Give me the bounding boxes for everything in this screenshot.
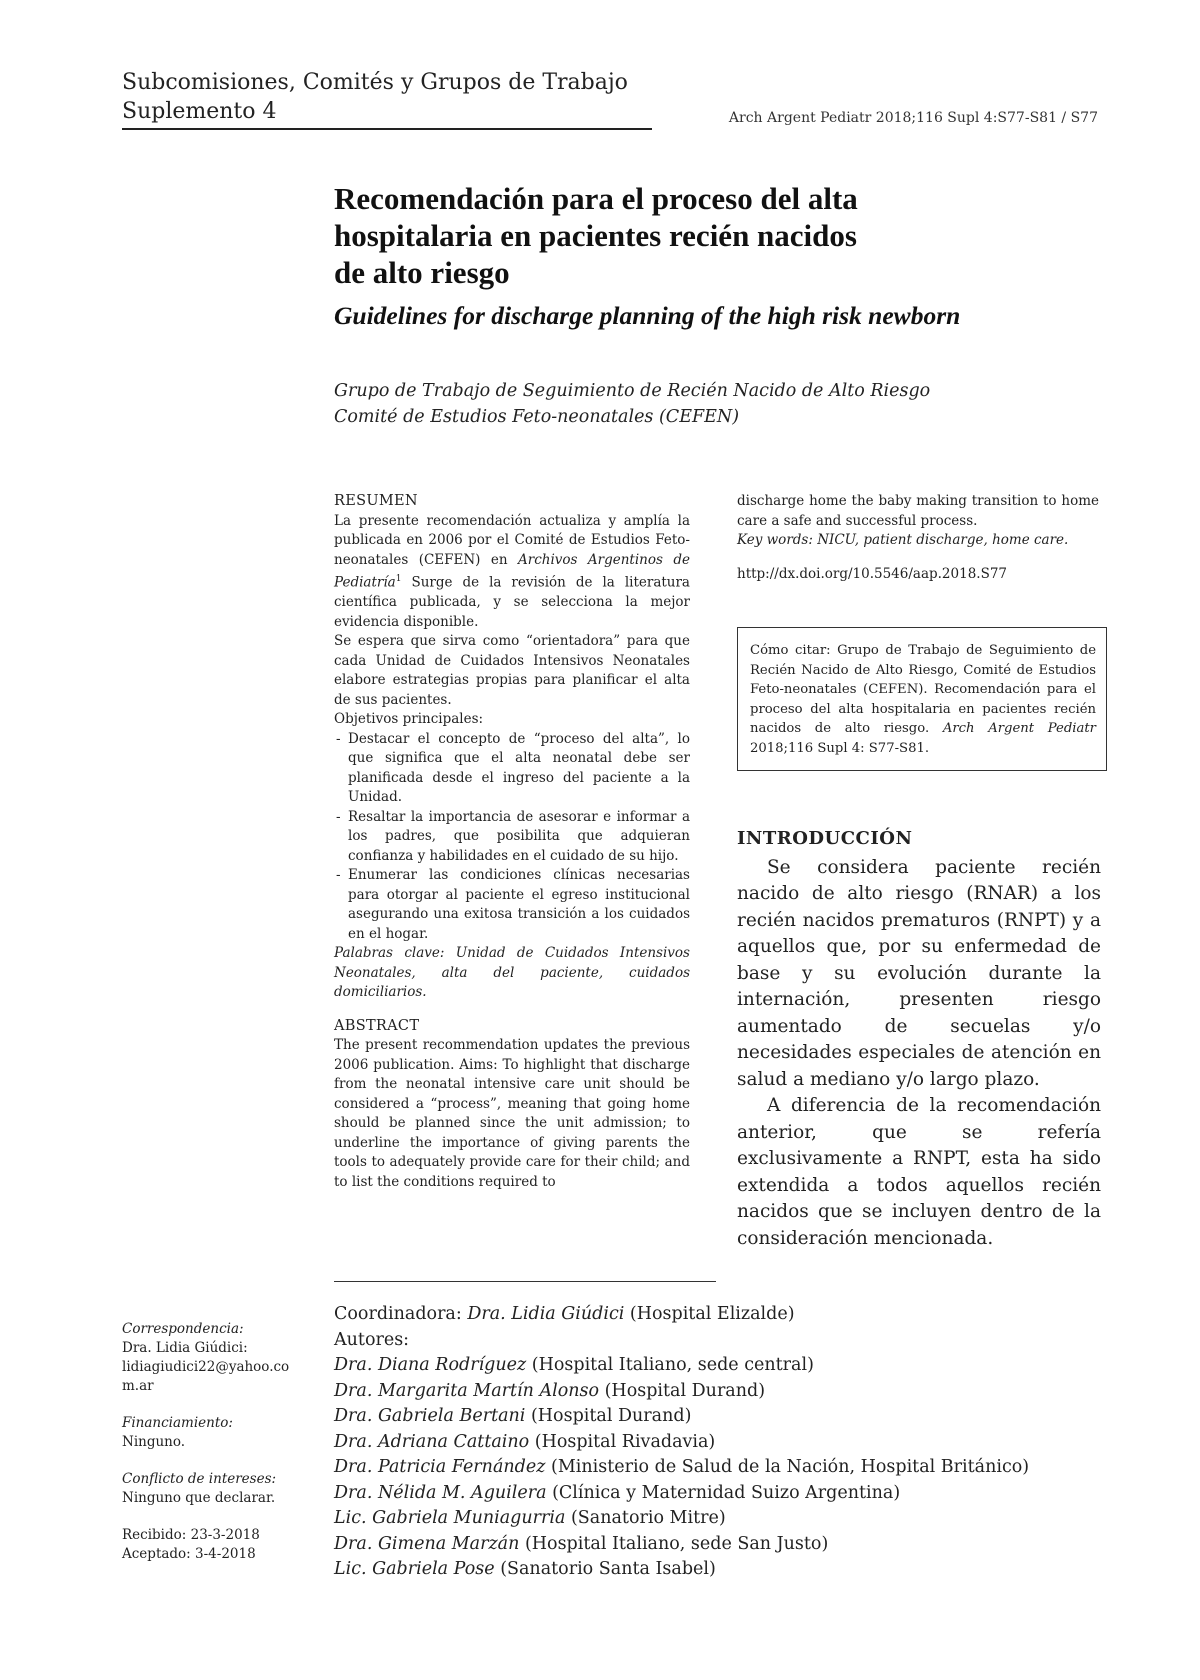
- resumen-heading: RESUMEN: [334, 493, 418, 509]
- right-column-top: [737, 492, 1099, 584]
- resumen-text: La presente recomendación actualiza y amplía la publicada en 2006 por el Comité de Estudios Feto-neonatales (CEFEN) en: [334, 512, 690, 568]
- spacer: [737, 551, 1099, 565]
- received-date: Recibido: 23-3-2018: [122, 1527, 260, 1543]
- funding-label: Financiamiento:: [122, 1415, 233, 1431]
- resumen-paragraph-1: [334, 512, 690, 633]
- introduction-heading: INTRODUCCIÓN: [737, 828, 913, 849]
- how-to-cite-box: [737, 627, 1107, 771]
- author-name: Dra. Margarita Martín Alonso: [334, 1380, 600, 1401]
- keywords-label: Key words:: [737, 532, 813, 548]
- author-affiliation: (Hospital Rivadavia): [529, 1431, 716, 1452]
- left-column: [334, 492, 690, 1192]
- author-affiliation: (Hospital Durand): [525, 1406, 692, 1426]
- article-title: [334, 180, 1094, 291]
- authors-list: [334, 1353, 1154, 1583]
- conflict-value: Ninguno que declarar.: [122, 1490, 276, 1506]
- committee: Comité de Estudios Feto-neonatales (CEFEN): [334, 407, 740, 427]
- cite-journal: Arch Argent Pediatr: [942, 721, 1096, 736]
- running-header-section: [122, 68, 652, 126]
- resumen-text: Surge de la revisión de la literatura científica publicada, y se selecciona la mejor evidencia disponible.: [334, 574, 690, 630]
- author-line: [334, 1481, 1154, 1507]
- author-name: Dra. Nélida M. Aguilera: [334, 1482, 547, 1503]
- keywords-label: Palabras clave:: [334, 945, 445, 961]
- english-title: Guidelines for discharge planning of the high risk newborn: [334, 301, 961, 330]
- authors-block: [334, 1302, 1154, 1583]
- title-line: Recomendación para el proceso del alta: [334, 181, 858, 216]
- author-line: [334, 1557, 1154, 1583]
- resumen-paragraph-2: Se espera que sirva como “orientadora” para que cada Unidad de Cuidados Intensivos Neonatales elabore estrategias propias para planificar el alta de sus pacientes.: [334, 633, 690, 708]
- funding-block: [122, 1414, 297, 1452]
- abstract-text-continued: discharge home the baby making transition to home care a safe and successful process.: [737, 493, 1099, 529]
- author-affiliation: (Hospital Italiano, sede central): [526, 1355, 814, 1375]
- title-line: de alto riesgo: [334, 255, 510, 290]
- author-affiliation: (Hospital Italiano, sede San Justo): [519, 1533, 829, 1554]
- objectives-label: Objetivos principales:: [334, 711, 484, 727]
- correspondence-block: [122, 1320, 297, 1396]
- author-affiliation: (Sanatorio Santa Isabel): [494, 1559, 716, 1579]
- coordinator-affiliation: (Hospital Elizalde): [624, 1304, 795, 1324]
- header-rule: [122, 128, 652, 130]
- authors-rule: [334, 1281, 716, 1282]
- abstract-keywords: [737, 531, 1099, 551]
- author-affiliation: (Clínica y Maternidad Suizo Argentina): [546, 1482, 901, 1503]
- keywords-value: NICU, patient discharge, home care.: [817, 532, 1069, 548]
- correspondence-label: Correspondencia:: [122, 1321, 244, 1337]
- funding-value: Ninguno.: [122, 1434, 186, 1450]
- abstract-heading: ABSTRACT: [334, 1017, 420, 1034]
- author-line: [334, 1353, 1154, 1379]
- author-affiliation: (Ministerio de Salud de la Nación, Hospital Británico): [545, 1457, 1030, 1477]
- correspondence-email[interactable]: lidiagiudici22@yahoo.com.ar: [122, 1359, 290, 1394]
- objectives-list: [334, 730, 690, 945]
- author-line: [334, 1455, 1154, 1481]
- cite-text: Cómo citar: Grupo de Trabajo de Seguimiento de Recién Nacido de Alto Riesgo, Comité de Estudios Feto-neonatales (CEFEN). Recomendación para el proceso del alta hospitalaria en pacientes recién nacidos de alto riesgo.: [750, 643, 1096, 736]
- author-name: Dra. Adriana Cattaino: [334, 1431, 530, 1452]
- working-group: Grupo de Trabajo de Seguimiento de Recién Nacido de Alto Riesgo: [334, 381, 931, 401]
- authors-label: Autores:: [334, 1329, 410, 1350]
- coordinator-line: [334, 1302, 1154, 1328]
- cite-text: 2018;116 Supl 4: S77-S81.: [750, 740, 930, 756]
- reference-mark: 1: [395, 574, 402, 584]
- objective-item: - Enumerar las condiciones clínicas necesarias para otorgar al paciente el egreso institucional asegurando una exitosa transición a los cuidados en el hogar.: [334, 866, 690, 944]
- accepted-date: Aceptado: 3-4-2018: [122, 1546, 256, 1562]
- author-affiliation: (Sanatorio Mitre): [565, 1508, 726, 1528]
- introduction-paragraph: Se considera paciente recién nacido de alto riesgo (RNAR) a los recién nacidos prematuros (RNPT) y a aquellos que, por su enfermedad de base y su evolución durante la internación, presenten riesgo aumentado de secuelas y/o necesidades especiales de atención en salud a mediano y/o largo plazo.: [737, 856, 1101, 1090]
- author-line: [334, 1379, 1154, 1405]
- author-name: Dra. Patricia Fernández: [334, 1457, 546, 1477]
- resumen-keywords: [334, 944, 690, 1003]
- author-line: [334, 1506, 1154, 1532]
- section-name: Subcomisiones, Comités y Grupos de Trabajo: [122, 70, 628, 95]
- sidebar-notes: [122, 1320, 297, 1564]
- abstract-text: The present recommendation updates the previous 2006 publication. Aims: To highlight that discharge from the neonatal intensive care unit should be considered a “process”, meaning that going home should be planned since the unit admission; to underline the importance of giving parents the tools to adequately provide care for their child; and to list the conditions required to: [334, 1037, 690, 1190]
- author-name: Lic. Gabriela Muniagurria: [334, 1508, 566, 1528]
- author-name: Dra. Gimena Marzán: [334, 1533, 520, 1554]
- doi-link[interactable]: http://dx.doi.org/10.5546/aap.2018.S77: [737, 565, 1008, 582]
- coordinator-name: Dra. Lidia Giúdici: [467, 1304, 625, 1324]
- author-line: [334, 1532, 1154, 1558]
- conflict-label: Conflicto de intereses:: [122, 1471, 277, 1487]
- spacer: [334, 1003, 690, 1017]
- conflict-block: [122, 1470, 297, 1508]
- author-line: [334, 1404, 1154, 1430]
- coordinator-label: Coordinadora:: [334, 1304, 468, 1324]
- supplement-name: Suplemento 4: [122, 99, 277, 124]
- author-name: Lic. Gabriela Pose: [334, 1559, 495, 1579]
- introduction-paragraph: A diferencia de la recomendación anterior, que se refería exclusivamente a RNPT, esta ha sido extendida a todos aquellos recién nacidos que se incluyen dentro de la consideración mencionada.: [737, 1095, 1101, 1249]
- journal-citation: Arch Argent Pediatr 2018;116 Supl 4:S77-S81 / S77: [728, 110, 1098, 126]
- author-affiliation: (Hospital Durand): [599, 1380, 766, 1401]
- keywords-value: Unidad de Cuidados Intensivos Neonatales, alta del paciente, cuidados domiciliarios.: [334, 945, 690, 1000]
- author-name: Dra. Diana Rodríguez: [334, 1355, 527, 1375]
- author-name: Dra. Gabriela Bertani: [334, 1406, 526, 1426]
- journal-name: Archivos Argentinos de Pediatría: [334, 551, 690, 591]
- author-group: [334, 378, 1114, 430]
- dates-block: [122, 1526, 297, 1564]
- objective-item: - Resaltar la importancia de asesorar e informar a los padres, que posibilita que adquieran confianza y habilidades en el cuidado de su hijo.: [334, 808, 690, 867]
- author-line: [334, 1430, 1154, 1456]
- title-line: hospitalaria en pacientes recién nacidos: [334, 218, 857, 253]
- introduction-section: [737, 826, 1101, 1252]
- objective-item: - Destacar el concepto de “proceso del alta”, lo que significa que el alta neonatal debe ser planificada desde el ingreso del paciente a la Unidad.: [334, 730, 690, 808]
- correspondence-name: Dra. Lidia Giúdici:: [122, 1340, 248, 1356]
